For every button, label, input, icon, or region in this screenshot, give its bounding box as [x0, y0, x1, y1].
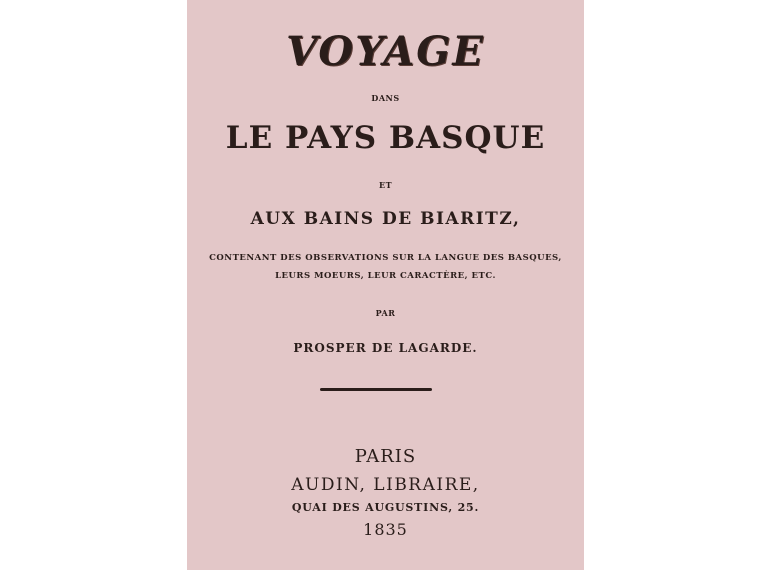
- author-name: PROSPER DE LAGARDE.: [293, 341, 478, 355]
- book-subtitle: LE PAYS BASQUE: [225, 120, 546, 156]
- et-label: ET: [378, 180, 393, 190]
- description-line-2: LEURS MOEURS, LEUR CARACTÈRE, ETC.: [275, 271, 496, 281]
- par-label: PAR: [375, 308, 396, 318]
- publisher-address: QUAI DES AUGUSTINS, 25.: [291, 501, 480, 514]
- decorative-rule: [320, 388, 432, 391]
- dans-label: DANS: [371, 93, 400, 103]
- title-page: [187, 0, 584, 570]
- book-title: VOYAGE: [286, 28, 485, 75]
- publication-year: 1835: [363, 520, 408, 539]
- description-line-1: CONTENANT DES OBSERVATIONS SUR LA LANGUE DES BASQUES,: [209, 253, 562, 263]
- publisher-name: AUDIN, LIBRAIRE,: [291, 475, 480, 495]
- publication-city: PARIS: [354, 446, 417, 467]
- bains-subtitle: AUX BAINS DE BIARITZ,: [250, 209, 521, 229]
